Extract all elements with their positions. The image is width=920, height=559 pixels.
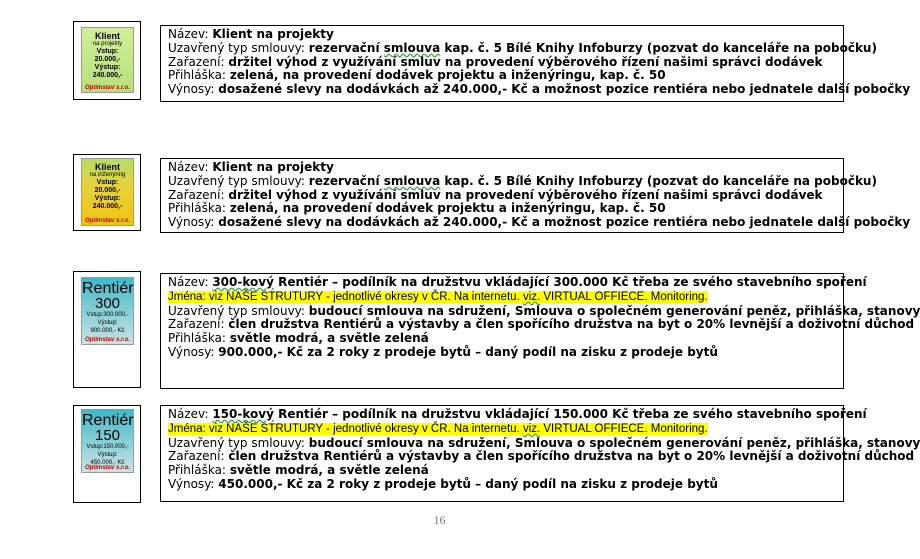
highlighted-text	[168, 291, 708, 303]
card-line: Výstup:	[94, 64, 121, 71]
row-vynosy	[168, 215, 911, 230]
row-zarazeni	[168, 189, 836, 203]
label: Přihláška:	[168, 68, 226, 83]
label: Název:	[168, 407, 209, 421]
row-jmena	[168, 290, 836, 305]
row-vynosy	[168, 478, 836, 492]
label: Jména:	[168, 290, 206, 303]
row-zarazeni	[168, 56, 836, 70]
row-typ	[168, 40, 877, 56]
label: Výnosy:	[168, 82, 215, 97]
text: Rentiér – podílník na družstvu vkládající 300.000 Kč třeba ze svého stavebního spoření	[273, 275, 867, 289]
text: rezervační	[308, 40, 384, 55]
card-line: Vstup:	[96, 48, 119, 55]
text: kap. č. 5 Bílé Knihy Infoburzy (pozvat do kanceláře na pobočku)	[440, 40, 877, 55]
value: 450.000,- Kč za 2 roky z prodeje bytů – daný podíl na zisku z prodeje bytů	[218, 476, 718, 491]
spellcheck-word: viz.	[522, 422, 541, 435]
value	[212, 275, 866, 289]
entry-box	[160, 25, 911, 102]
row-jmena	[168, 422, 836, 437]
value: Klient na projekty	[212, 160, 334, 174]
entry-box	[160, 405, 920, 502]
card-line: Výstup:	[97, 452, 118, 458]
text: kap. č. 5 Bílé Knihy Infoburzy (pozvat do kanceláře na pobočku)	[440, 173, 877, 188]
value: Klient na projekty	[212, 27, 334, 41]
label: Název:	[168, 160, 209, 174]
card-line: 240.000,-	[92, 72, 123, 79]
spellcheck-word: viz.	[522, 290, 541, 303]
highlighted-text	[168, 423, 708, 435]
text: VIRTUAL OFFIECE. Monitoring.	[540, 290, 708, 303]
label: Uzavřený typ smlouvy:	[168, 173, 305, 188]
value: dosažené slevy na dodávkách až 240.000,- Kč a možnost pozice rentiéra nebo jednatele další pobočky	[218, 215, 911, 230]
value	[309, 174, 877, 188]
card-subtitle: na inženýring	[89, 172, 126, 178]
card-line: Výstup:	[97, 320, 118, 326]
value	[212, 407, 866, 421]
card-subtitle: 150	[94, 427, 121, 444]
label: Název:	[168, 275, 209, 289]
value: zelená, na provedení dodávek projektu a inženýringu, kap. č. 50	[229, 201, 666, 216]
value: světle modrá, a světle zelená	[229, 463, 429, 478]
card-footer: Optimstav s.r.o.	[84, 218, 130, 224]
entry-box	[160, 273, 920, 389]
row-prihlaska	[168, 332, 836, 346]
product-card-image	[81, 409, 134, 473]
row-vynosy	[168, 82, 911, 97]
label: Jména:	[168, 422, 206, 435]
product-card-image	[81, 27, 134, 93]
card-subtitle: na projekty	[92, 41, 123, 47]
row-nazev	[168, 28, 836, 42]
card-footer: Optimstav s.r.o.	[84, 85, 130, 91]
card-subtitle: 300	[94, 295, 121, 312]
card-line: Vstup:	[96, 179, 119, 186]
product-card-image	[81, 158, 134, 226]
card-title: Klient	[94, 162, 120, 172]
row-prihlaska	[168, 202, 836, 216]
page-number: 16	[433, 513, 446, 527]
label: Zařazení:	[168, 317, 225, 332]
text: rezervační	[308, 173, 384, 188]
label: Přihláška:	[168, 331, 226, 346]
label: Zařazení:	[168, 54, 225, 69]
spellcheck-word: 300-kový	[212, 275, 274, 289]
row-zarazeni	[168, 317, 915, 332]
label: Zařazení:	[168, 187, 225, 202]
label: Přihláška:	[168, 463, 226, 478]
label: Výnosy:	[168, 344, 215, 359]
card-line: Vstup:300.000,-	[86, 312, 129, 318]
product-card-image	[81, 277, 134, 345]
card-footer: Optimstav s.r.o.	[84, 337, 130, 343]
card-title: Rentiér	[82, 280, 134, 297]
row-typ	[168, 435, 920, 451]
card-footer: Optimstav s.r.o.	[84, 465, 130, 471]
text: VIRTUAL OFFIECE. Monitoring.	[540, 422, 708, 435]
value: dosažené slevy na dodávkách až 240.000,- Kč a možnost pozice rentiéra nebo jednatele další pobočky	[218, 82, 911, 97]
value: budoucí smlouva na sdružení, Smlouva o společném generování peněz, přihláška, stanovy	[308, 303, 920, 318]
label: Uzavřený typ smlouvy:	[168, 435, 305, 450]
value: světle modrá, a světle zelená	[229, 331, 429, 346]
text: viz NAŠE STRUTURY - jednotlivé okresy v ČR. Na internetu.	[208, 290, 523, 303]
value: budoucí smlouva na sdružení, Smlouva o společném generování peněz, přihláška, stanovy	[308, 435, 920, 450]
label: Výnosy:	[168, 476, 215, 491]
row-nazev	[168, 275, 867, 290]
value: člen družstva Rentiérů a výstavby a člen spořícího družstva na byt o 20% levnější a doživotní důchod	[228, 317, 915, 332]
value	[309, 41, 877, 55]
label: Zařazení:	[168, 449, 225, 464]
label: Uzavřený typ smlouvy:	[168, 40, 305, 55]
label: Výnosy:	[168, 215, 215, 230]
entry-box	[160, 158, 911, 233]
row-prihlaska	[168, 69, 836, 83]
spellcheck-word: smlouva	[383, 40, 441, 55]
value: zelená, na provedení dodávek projektu a inženýringu, kap. č. 50	[229, 68, 666, 83]
label: Uzavřený typ smlouvy:	[168, 303, 305, 318]
text: viz NAŠE STRUTURY - jednotlivé okresy v ČR. Na internetu.	[208, 422, 523, 435]
card-line: 240.000,-	[92, 203, 123, 210]
card-line: 450.000,- Kč	[90, 460, 125, 466]
row-nazev	[168, 161, 836, 175]
label: Přihláška:	[168, 201, 226, 216]
card-line: Vstup:150.000,-	[86, 444, 129, 450]
card-line: 20.000,-	[94, 187, 121, 194]
card-line: Výstup:	[94, 195, 121, 202]
value: držitel výhod z využívání smluv na provedení výběrového řízení našimi správci dodávek	[228, 54, 823, 69]
spellcheck-word: smlouva	[383, 173, 441, 188]
row-nazev	[168, 407, 867, 422]
label: Název:	[168, 27, 209, 41]
card-line: 900.000,- Kč	[90, 328, 125, 334]
value: 900.000,- Kč za 2 roky z prodeje bytů – daný podíl na zisku z prodeje bytů	[218, 344, 718, 359]
card-title: Klient	[94, 31, 120, 41]
row-zarazeni	[168, 449, 915, 464]
value: držitel výhod z využívání smluv na provedení výběrového řízení našimi správci dodávek	[228, 187, 823, 202]
card-title: Rentiér	[82, 412, 134, 429]
row-prihlaska	[168, 464, 836, 478]
spellcheck-word: 150-kový	[212, 407, 274, 421]
card-line: 20.000,-	[94, 56, 121, 63]
text: Rentiér – podílník na družstvu vkládající 150.000 Kč třeba ze svého stavebního spoření	[273, 407, 867, 421]
value: člen družstva Rentiérů a výstavby a člen spořícího družstva na byt o 20% levnější a doživotní důchod	[228, 449, 915, 464]
row-typ	[168, 303, 920, 319]
row-vynosy	[168, 346, 836, 360]
row-typ	[168, 173, 877, 189]
